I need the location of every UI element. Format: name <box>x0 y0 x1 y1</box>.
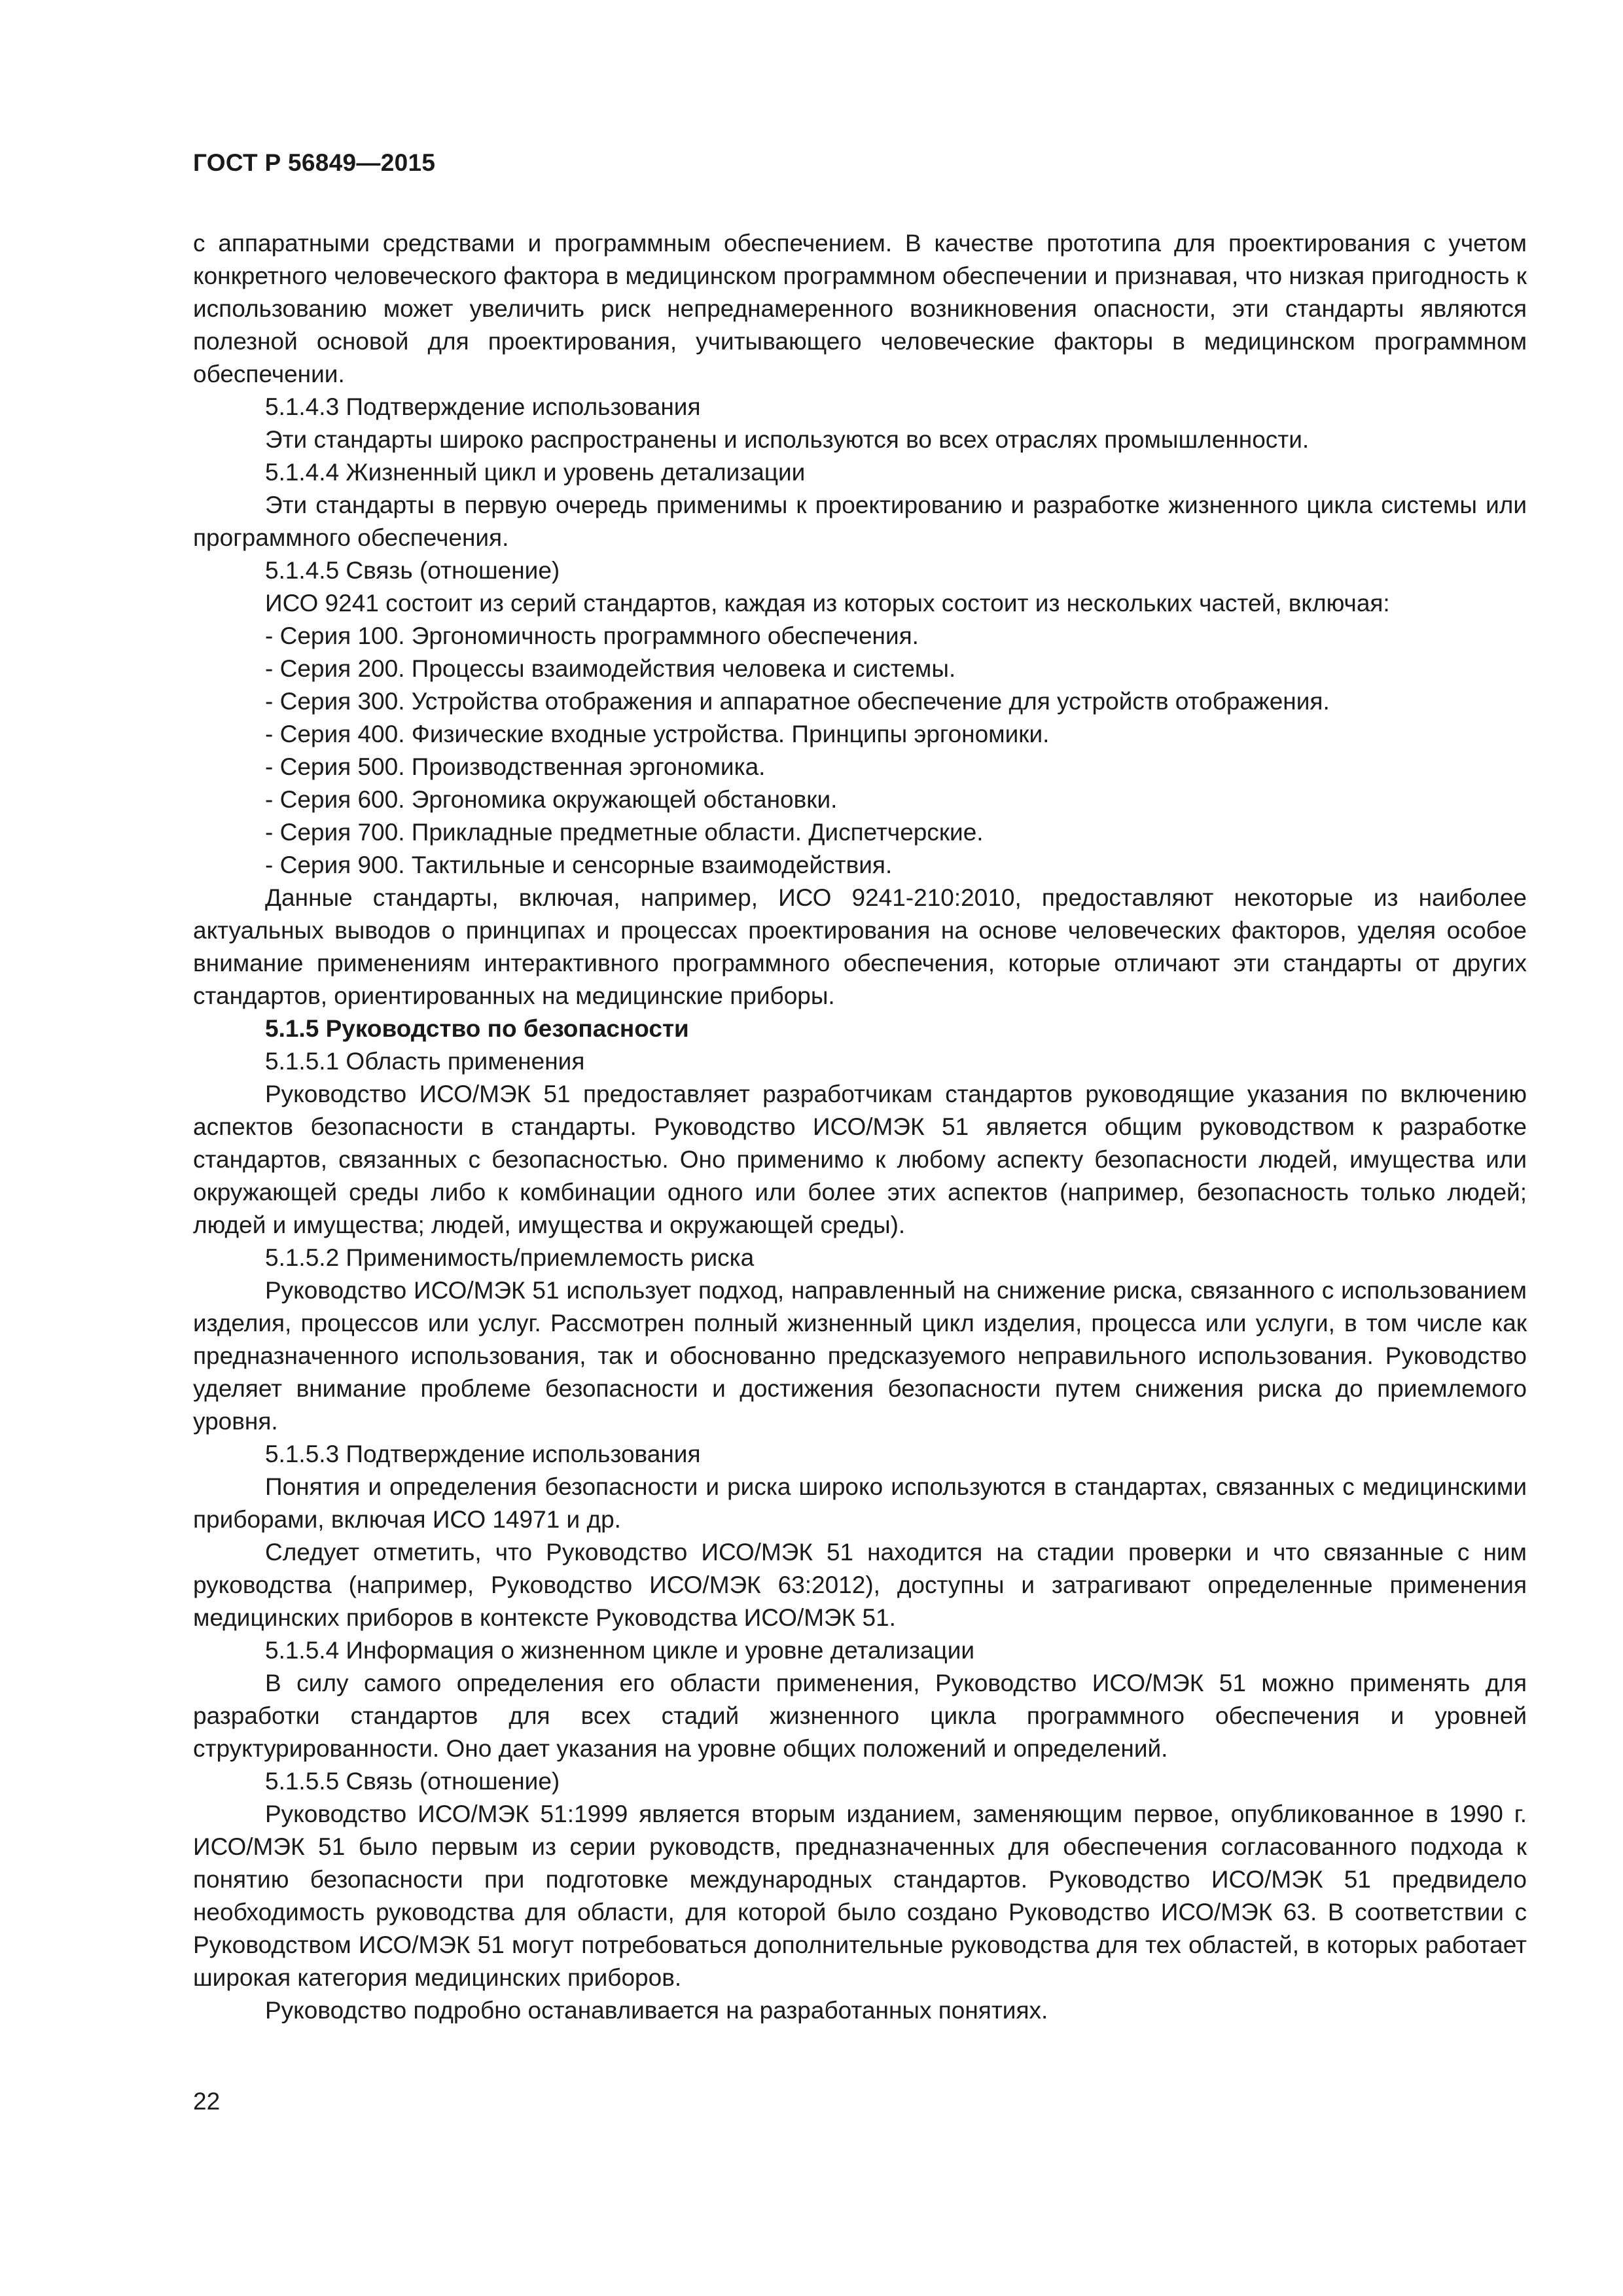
paragraph: Руководство ИСО/МЭК 51 предоставляет разработчикам стандартов руководящие указания по включению аспектов безопасности в стандарты. Руководство ИСО/МЭК 51 является общим руководством к разработке стандартов, связанных с безопасностью. Оно применимо к любому аспекту безопасности людей, имущества или окружающей среды либо к комбинации одного или более этих аспектов (например, безопасность только людей; людей и имущества; людей, имущества и окружающей среды). <box>193 1081 1527 1238</box>
paragraph: Следует отметить, что Руководство ИСО/МЭК 51 находится на стадии проверки и что связанные с ним руководства (например, Руководство ИСО/МЭК 63:2012), доступны и затрагивают определенные применения медицинских приборов в контексте Руководства ИСО/МЭК 51. <box>193 1539 1527 1631</box>
list-item-series-900: - Серия 900. Тактильные и сенсорные взаимодействия. <box>265 852 893 878</box>
list-item-series-200: - Серия 200. Процессы взаимодействия человека и системы. <box>265 655 956 682</box>
section-heading-5-1-5-5: 5.1.5.5 Связь (отношение) <box>265 1768 560 1795</box>
section-heading-5-1-5: 5.1.5 Руководство по безопасности <box>265 1015 689 1042</box>
paragraph-continuation: с аппаратными средствами и программным обеспечением. В качестве прототипа для проектирования с учетом конкретного человеческого фактора в медицинском программном обеспечении и признавая, что низкая пригодность к использованию может увеличить риск непреднамеренного возникновения опасности, эти стандарты являются полезной основой для проектирования, учитывающего человеческие факторы в медицинском программном обеспечении. <box>193 230 1527 387</box>
list-item-series-600: - Серия 600. Эргономика окружающей обстановки. <box>265 786 838 813</box>
paragraph: В силу самого определения его области применения, Руководство ИСО/МЭК 51 можно применять для разработки стандартов для всех стадий жизненного цикла программного обеспечения и уровней структурированности. Оно дает указания на уровне общих положений и определений. <box>193 1670 1527 1762</box>
section-heading-5-1-5-3: 5.1.5.3 Подтверждение использования <box>265 1441 701 1467</box>
document-header: ГОСТ Р 56849—2015 <box>193 149 436 176</box>
paragraph: ИСО 9241 состоит из серий стандартов, каждая из которых состоит из нескольких частей, включая: <box>265 590 1390 617</box>
paragraph: Руководство ИСО/МЭК 51:1999 является вторым изданием, заменяющим первое, опубликованное в 1990 г. ИСО/МЭК 51 было первым из серии руководств, предназначенных для обеспечения согласованного подхода к понятию безопасности при подготовке международных стандартов. Руководство ИСО/МЭК 51 предвидело необходимость руководства для области, для которой было создано Руководство ИСО/МЭК 63. В соответствии с Руководством ИСО/МЭК 51 могут потребоваться дополнительные руководства для тех областей, в которых работает широкая категория медицинских приборов. <box>193 1801 1527 1991</box>
paragraph: Эти стандарты широко распространены и используются во всех отраслях промышленности. <box>265 426 1310 453</box>
list-item-series-300: - Серия 300. Устройства отображения и аппаратное обеспечение для устройств отображения. <box>265 688 1330 715</box>
section-heading-5-1-5-2: 5.1.5.2 Применимость/приемлемость риска <box>265 1244 755 1271</box>
paragraph: Руководство ИСО/МЭК 51 использует подход, направленный на снижение риска, связанного с использованием изделия, процессов или услуг. Рассмотрен полный жизненный цикл изделия, процесса или услуги, в том числе как предназначенного использования, так и обоснованно предсказуемого неправильного использования. Руководство уделяет внимание проблеме безопасности и достижения безопасности путем снижения риска до приемлемого уровня. <box>193 1277 1527 1435</box>
paragraph: Эти стандарты в первую очередь применимы к проектированию и разработке жизненного цикла системы или программного обеспечения. <box>193 492 1527 551</box>
section-heading-5-1-4-4: 5.1.4.4 Жизненный цикл и уровень детализации <box>265 459 806 486</box>
list-item-series-500: - Серия 500. Производственная эргономика. <box>265 753 766 780</box>
section-heading-5-1-4-5: 5.1.4.5 Связь (отношение) <box>265 557 560 584</box>
paragraph: Руководство подробно останавливается на разработанных понятиях. <box>265 1997 1048 2024</box>
document-body <box>193 227 1527 2027</box>
list-item-series-700: - Серия 700. Прикладные предметные области. Диспетчерские. <box>265 819 984 846</box>
section-heading-5-1-4-3: 5.1.4.3 Подтверждение использования <box>265 393 701 420</box>
list-item-series-100: - Серия 100. Эргономичность программного обеспечения. <box>265 622 919 649</box>
section-heading-5-1-5-1: 5.1.5.1 Область применения <box>265 1048 585 1075</box>
page-number: 22 <box>193 2088 221 2115</box>
paragraph: Данные стандарты, включая, например, ИСО 9241-210:2010, предоставляют некоторые из наиболее актуальных выводов о принципах и процессах проектирования на основе человеческих факторов, уделяя особое внимание применениям интерактивного программного обеспечения, которые отличают эти стандарты от других стандартов, ориентированных на медицинские приборы. <box>193 884 1527 1009</box>
list-item-series-400: - Серия 400. Физические входные устройства. Принципы эргономики. <box>265 721 1050 747</box>
paragraph: Понятия и определения безопасности и риска широко используются в стандартах, связанных с медицинскими приборами, включая ИСО 14971 и др. <box>193 1473 1527 1533</box>
section-heading-5-1-5-4: 5.1.5.4 Информация о жизненном цикле и уровне детализации <box>265 1637 975 1664</box>
